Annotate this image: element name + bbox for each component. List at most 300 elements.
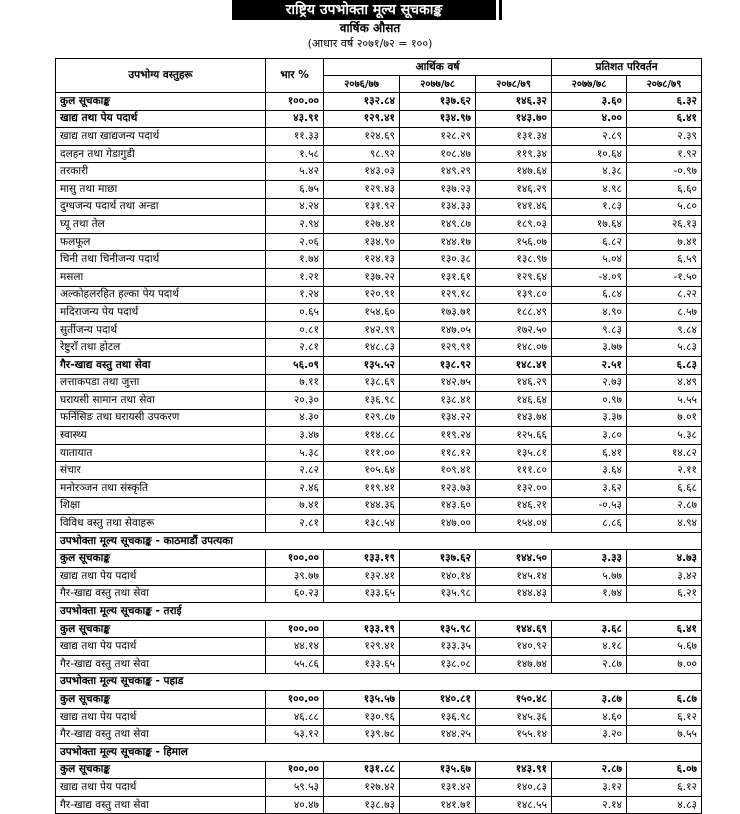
change-2077-78: ३.६० [552, 93, 627, 111]
table-row [56, 427, 702, 445]
table-row [56, 568, 702, 586]
value-2077-78: १०९.४१ [400, 462, 476, 480]
table-row [56, 620, 702, 638]
value-2078-79: १३५.८१ [476, 444, 552, 462]
weight: ५३.१२ [266, 726, 324, 744]
value-2076-77: १३८.५४ [324, 515, 400, 533]
change-2077-78: ४.६० [552, 708, 627, 726]
section-title: उपभोक्ता मूल्य सूचकाङ्क - हिमाल [56, 743, 702, 761]
change-2077-78: ३.२० [552, 726, 627, 744]
table-row [56, 339, 702, 357]
weight: ४६.८८ [266, 708, 324, 726]
section-title: उपभोक्ता मूल्य सूचकाङ्क - तराई [56, 603, 702, 621]
header-year-2: २०७७/७८ [400, 76, 476, 93]
change-2078-79: ५.६७ [627, 638, 702, 656]
value-2076-77: १३१.९२ [324, 198, 400, 216]
change-2077-78: ३.६४ [552, 462, 627, 480]
table-row [56, 708, 702, 726]
change-2077-78: ४.१८ [552, 638, 627, 656]
value-2078-79: १४४.६९ [476, 620, 552, 638]
value-2077-78: १३४.९७ [400, 110, 476, 128]
weight: २०.३० [266, 392, 324, 410]
change-2077-78: ४.९० [552, 304, 627, 322]
change-2077-78: २.५१ [552, 356, 627, 374]
change-2078-79: ७.५५ [627, 726, 702, 744]
item-name: कुल सूचकाङ्क [56, 691, 266, 709]
table-row [56, 392, 702, 410]
value-2078-79: १४८.४१ [476, 356, 552, 374]
item-name: मनोरञ्जन तथा संस्कृति [56, 480, 266, 498]
value-2077-78: १३१.६१ [400, 268, 476, 286]
change-2078-79: २.११ [627, 462, 702, 480]
weight: ०.६५ [266, 304, 324, 322]
table-row [56, 321, 702, 339]
item-name: खाद्य तथा पेय पदार्थ [56, 708, 266, 726]
change-2078-79: -१.५० [627, 268, 702, 286]
weight: ४.२४ [266, 198, 324, 216]
table-row [56, 286, 702, 304]
weight: ११.३३ [266, 128, 324, 146]
change-2078-79: ५.३८ [627, 427, 702, 445]
change-2078-79: ७.०१ [627, 409, 702, 427]
weight: २.८१ [266, 339, 324, 357]
weight: ५.४२ [266, 163, 324, 181]
header-year-1: २०७६/७७ [324, 76, 400, 93]
item-name: विविध वस्तु तथा सेवाहरू [56, 515, 266, 533]
change-2078-79: ८.५७ [627, 304, 702, 322]
change-2077-78: ४.३८ [552, 163, 627, 181]
item-name: घ्यू तथा तेल [56, 216, 266, 234]
value-2078-79: १३८.९७ [476, 251, 552, 269]
table-row [56, 409, 702, 427]
item-name: चिनी तथा चिनीजन्य पदार्थ [56, 251, 266, 269]
section-header-row [56, 603, 702, 621]
value-2077-78: १४३.६० [400, 497, 476, 515]
value-2076-77: १३४.९० [324, 233, 400, 251]
value-2077-78: १०८.४७ [400, 145, 476, 163]
value-2077-78: १३५.६७ [400, 761, 476, 779]
change-2077-78: ८.८६ [552, 515, 627, 533]
value-2076-77: १२४.६९ [324, 128, 400, 146]
header-pct-change: प्रतिशत परिवर्तन [552, 59, 702, 76]
item-name: स्वास्थ्य [56, 427, 266, 445]
change-2077-78: १७.६४ [552, 216, 627, 234]
item-name: मदिराजन्य पेय पदार्थ [56, 304, 266, 322]
item-name: रेष्टुराँ तथा होटल [56, 339, 266, 357]
report-title: राष्ट्रिय उपभोक्ता मूल्य सूचकाङ्क [232, 0, 496, 20]
value-2077-78: ११९.२४ [400, 427, 476, 445]
item-name: खाद्य तथा पेय पदार्थ [56, 779, 266, 797]
item-name: फर्निसिङ तथा घरायसी उपकरण [56, 409, 266, 427]
change-2078-79: १.९२ [627, 145, 702, 163]
change-2078-79: ७.४१ [627, 233, 702, 251]
change-2077-78: २.८९ [552, 128, 627, 146]
change-2078-79: ५.८३ [627, 339, 702, 357]
table-row [56, 233, 702, 251]
value-2077-78: १३६.९८ [400, 708, 476, 726]
value-2078-79: १८९.०३ [476, 216, 552, 234]
value-2076-77: १४२.९९ [324, 321, 400, 339]
value-2078-79: १४३.७० [476, 110, 552, 128]
table-row [56, 497, 702, 515]
value-2078-79: १३९.८० [476, 286, 552, 304]
value-2078-79: १४६.६४ [476, 392, 552, 410]
value-2078-79: १३२.०० [476, 480, 552, 498]
value-2078-79: १४६.३२ [476, 93, 552, 111]
value-2076-77: १४३.०३ [324, 163, 400, 181]
table-row [56, 585, 702, 603]
weight: ३९.७७ [266, 568, 324, 586]
weight: ५६.०९ [266, 356, 324, 374]
table-row [56, 779, 702, 797]
change-2077-78: ३.३७ [552, 409, 627, 427]
value-2078-79: १४६.२९ [476, 180, 552, 198]
item-name: खाद्य तथा पेय पदार्थ [56, 638, 266, 656]
value-2076-77: १३३.१९ [324, 550, 400, 568]
value-2078-79: १८८.४९ [476, 304, 552, 322]
value-2078-79: १५४.०४ [476, 515, 552, 533]
value-2078-79: १७२.५० [476, 321, 552, 339]
change-2078-79: ६.२१ [627, 585, 702, 603]
change-2078-79: ६.१२ [627, 708, 702, 726]
weight: १.५८ [266, 145, 324, 163]
change-2078-79: ६.६० [627, 180, 702, 198]
value-2077-78: १३७.२३ [400, 180, 476, 198]
header-change-year-1: २०७७/७८ [552, 76, 627, 93]
item-name: खाद्य तथा पेय पदार्थ [56, 568, 266, 586]
value-2077-78: १२९.९१ [400, 339, 476, 357]
cpi-table [55, 58, 702, 814]
change-2078-79: ५.५५ [627, 392, 702, 410]
value-2076-77: १३७.२२ [324, 268, 400, 286]
value-2077-78: १३८.०८ [400, 656, 476, 674]
change-2078-79: ३.४२ [627, 568, 702, 586]
change-2077-78: १०.६४ [552, 145, 627, 163]
value-2078-79: १४६.२१ [476, 497, 552, 515]
value-2078-79: १४४.४३ [476, 585, 552, 603]
change-2078-79: ५.८० [627, 198, 702, 216]
weight: ४४.१४ [266, 638, 324, 656]
item-name: खाद्य तथा पेय पदार्थ [56, 110, 266, 128]
weight: ३.४७ [266, 427, 324, 445]
change-2078-79: ६.४१ [627, 110, 702, 128]
table-row [56, 145, 702, 163]
value-2076-77: १३९.७८ [324, 726, 400, 744]
table-row [56, 638, 702, 656]
table-row [56, 356, 702, 374]
change-2078-79: ६.३२ [627, 93, 702, 111]
value-2078-79: १४०.८३ [476, 779, 552, 797]
change-2078-79: २.८७ [627, 497, 702, 515]
value-2076-77: १३१.८८ [324, 761, 400, 779]
table-row [56, 550, 702, 568]
change-2078-79: ६.५९ [627, 251, 702, 269]
value-2076-77: १३०.९६ [324, 708, 400, 726]
weight: ४३.९१ [266, 110, 324, 128]
change-2077-78: ४.९८ [552, 180, 627, 198]
section-title: उपभोक्ता मूल्य सूचकाङ्क - काठमाडौं उपत्यका [56, 532, 702, 550]
weight: ५५.८६ [266, 656, 324, 674]
change-2077-78: ६.४१ [552, 444, 627, 462]
change-2077-78: ३.८० [552, 427, 627, 445]
value-2076-77: १३३.६५ [324, 656, 400, 674]
value-2077-78: १२८.२९ [400, 128, 476, 146]
item-name: कुल सूचकाङ्क [56, 761, 266, 779]
value-2076-77: ११९.४१ [324, 480, 400, 498]
section-header-row [56, 673, 702, 691]
change-2077-78: ६.८४ [552, 286, 627, 304]
change-2078-79: ८.२२ [627, 286, 702, 304]
value-2078-79: १४४.५० [476, 550, 552, 568]
value-2077-78: १४४.१७ [400, 233, 476, 251]
value-2077-78: १४१.७१ [400, 796, 476, 814]
table-row [56, 796, 702, 814]
value-2076-77: १३२.४१ [324, 568, 400, 586]
table-row [56, 216, 702, 234]
table-row [56, 480, 702, 498]
change-2077-78: २.१४ [552, 796, 627, 814]
value-2076-77: १३५.५२ [324, 356, 400, 374]
weight: १००.०० [266, 691, 324, 709]
change-2077-78: -४.०९ [552, 268, 627, 286]
change-2077-78: ३.७७ [552, 339, 627, 357]
weight: ०.८१ [266, 321, 324, 339]
value-2076-77: १३८.६९ [324, 374, 400, 392]
value-2076-77: १२९.४१ [324, 110, 400, 128]
header-annual-year: आर्थिक वर्ष [324, 59, 552, 76]
value-2076-77: १३३.६५ [324, 585, 400, 603]
report-subtitle: वार्षिक औसत [339, 21, 401, 35]
change-2077-78: -०.५३ [552, 497, 627, 515]
value-2077-78: १३८.९२ [400, 356, 476, 374]
header-year-3: २०७८/७९ [476, 76, 552, 93]
value-2077-78: १२९.१८ [400, 286, 476, 304]
value-2077-78: १३५.९८ [400, 620, 476, 638]
weight: १००.०० [266, 550, 324, 568]
value-2077-78: १४९.८७ [400, 216, 476, 234]
value-2078-79: १४७.६४ [476, 163, 552, 181]
table-row [56, 726, 702, 744]
weight: २.८१ [266, 515, 324, 533]
item-name: मसला [56, 268, 266, 286]
value-2076-77: ९८.९२ [324, 145, 400, 163]
table-row [56, 656, 702, 674]
value-2078-79: १५५.१४ [476, 726, 552, 744]
table-row [56, 93, 702, 111]
header-item: उपभोग्य वस्तुहरू [56, 59, 266, 93]
value-2076-77: १२७.४१ [324, 216, 400, 234]
value-2076-77: १५४.६० [324, 304, 400, 322]
table-row [56, 163, 702, 181]
change-2078-79: ६.४१ [627, 620, 702, 638]
weight: ६०.२३ [266, 585, 324, 603]
table-body [56, 93, 702, 814]
change-2077-78: ०.९७ [552, 392, 627, 410]
value-2078-79: १११.८० [476, 462, 552, 480]
value-2076-77: १२४.१३ [324, 251, 400, 269]
header-weight: भार % [266, 59, 324, 93]
value-2077-78: १४२.७५ [400, 374, 476, 392]
weight: १.७४ [266, 251, 324, 269]
table-row [56, 374, 702, 392]
change-2078-79: ४.८३ [627, 796, 702, 814]
table-row [56, 444, 702, 462]
value-2078-79: १४०.९२ [476, 638, 552, 656]
section-header-row [56, 743, 702, 761]
change-2077-78: ५.०४ [552, 251, 627, 269]
change-2078-79: १४.८२ [627, 444, 702, 462]
weight: ६.७५ [266, 180, 324, 198]
item-name: कुल सूचकाङ्क [56, 550, 266, 568]
change-2078-79: ७.०० [627, 656, 702, 674]
table-row [56, 691, 702, 709]
change-2077-78: ३.६८ [552, 620, 627, 638]
change-2078-79: -०.९७ [627, 163, 702, 181]
change-2077-78: १.८३ [552, 198, 627, 216]
weight: ५.३८ [266, 444, 324, 462]
value-2077-78: १३७.६२ [400, 93, 476, 111]
item-name: खाद्य तथा खाद्यजन्य पदार्थ [56, 128, 266, 146]
value-2078-79: १२५.६६ [476, 427, 552, 445]
table-row [56, 198, 702, 216]
change-2077-78: ४.०० [552, 110, 627, 128]
change-2078-79: ४.७३ [627, 550, 702, 568]
change-2077-78: २.८७ [552, 761, 627, 779]
value-2078-79: १२९.६४ [476, 268, 552, 286]
value-2077-78: १४०.८१ [400, 691, 476, 709]
table-row [56, 761, 702, 779]
change-2078-79: ६.६८ [627, 480, 702, 498]
change-2077-78: १.७४ [552, 585, 627, 603]
change-2078-79: ६.०७ [627, 761, 702, 779]
value-2077-78: १४७.०० [400, 515, 476, 533]
change-2077-78: ९.८३ [552, 321, 627, 339]
weight: २.०६ [266, 233, 324, 251]
change-2077-78: ५.७७ [552, 568, 627, 586]
weight: १००.०० [266, 620, 324, 638]
change-2078-79: ६.१२ [627, 779, 702, 797]
value-2077-78: १३५.९८ [400, 585, 476, 603]
table-row [56, 128, 702, 146]
change-2078-79: २.३९ [627, 128, 702, 146]
value-2078-79: १४३.७४ [476, 409, 552, 427]
value-2076-77: १०५.६४ [324, 462, 400, 480]
value-2078-79: ११९.३४ [476, 145, 552, 163]
value-2076-77: १२७.४२ [324, 779, 400, 797]
value-2076-77: ११४.८८ [324, 427, 400, 445]
base-year-note: (आधार वर्ष २०७१/७२ = १००) [307, 37, 433, 50]
value-2076-77: १११.०० [324, 444, 400, 462]
weight: १००.०० [266, 93, 324, 111]
value-2077-78: १४४.२५ [400, 726, 476, 744]
table-row [56, 110, 702, 128]
weight: ७.४१ [266, 497, 324, 515]
weight: ४०.४७ [266, 796, 324, 814]
value-2077-78: ११८.१२ [400, 444, 476, 462]
item-name: लत्ताकपडा तथा जुत्ता [56, 374, 266, 392]
table-row [56, 304, 702, 322]
value-2076-77: १३५.५७ [324, 691, 400, 709]
weight: ५९.५३ [266, 779, 324, 797]
table-row [56, 268, 702, 286]
value-2076-77: १२९.४१ [324, 638, 400, 656]
value-2078-79: १४३.९१ [476, 761, 552, 779]
item-name: गैर-खाद्य वस्तु तथा सेवा [56, 656, 266, 674]
item-name: मासु तथा माछा [56, 180, 266, 198]
change-2078-79: ६.८७ [627, 691, 702, 709]
value-2076-77: १३६.९८ [324, 392, 400, 410]
value-2077-78: १४९.२९ [400, 163, 476, 181]
change-2077-78: ३.६२ [552, 480, 627, 498]
value-2076-77: १३२.८४ [324, 93, 400, 111]
item-name: शिक्षा [56, 497, 266, 515]
weight: ४.३० [266, 409, 324, 427]
item-name: फलफूल [56, 233, 266, 251]
value-2076-77: १२०.९१ [324, 286, 400, 304]
value-2077-78: १३३.३५ [400, 638, 476, 656]
table-row [56, 462, 702, 480]
value-2077-78: १३४.३३ [400, 198, 476, 216]
value-2078-79: १४५.१४ [476, 568, 552, 586]
change-2077-78: २.७३ [552, 374, 627, 392]
weight: २.४६ [266, 480, 324, 498]
weight: १.२४ [266, 286, 324, 304]
change-2077-78: ६.८२ [552, 233, 627, 251]
value-2078-79: १३१.३४ [476, 128, 552, 146]
item-name: कुल सूचकाङ्क [56, 620, 266, 638]
value-2076-77: १२९.४३ [324, 180, 400, 198]
item-name: गैर-खाद्य वस्तु तथा सेवा [56, 796, 266, 814]
value-2077-78: १३८.४१ [400, 392, 476, 410]
value-2076-77: १३३.१९ [324, 620, 400, 638]
item-name: गैर-खाद्य वस्तु तथा सेवा [56, 585, 266, 603]
value-2077-78: १३१.४२ [400, 779, 476, 797]
value-2077-78: १७३.७१ [400, 304, 476, 322]
header-change-year-2: २०७८/७९ [627, 76, 702, 93]
value-2078-79: १५०.४८ [476, 691, 552, 709]
item-name: यातायात [56, 444, 266, 462]
value-2078-79: १५६.०७ [476, 233, 552, 251]
value-2077-78: १३०.३८ [400, 251, 476, 269]
item-name: गैर-खाद्य वस्तु तथा सेवा [56, 356, 266, 374]
change-2078-79: ६.८३ [627, 356, 702, 374]
item-name: तरकारी [56, 163, 266, 181]
item-name: घरायसी सामान तथा सेवा [56, 392, 266, 410]
value-2077-78: १३७.६२ [400, 550, 476, 568]
weight: १००.०० [266, 761, 324, 779]
item-name: संचार [56, 462, 266, 480]
change-2078-79: ४.४९ [627, 374, 702, 392]
item-name: गैर-खाद्य वस्तु तथा सेवा [56, 726, 266, 744]
value-2076-77: १४४.३६ [324, 497, 400, 515]
value-2078-79: १४८.५५ [476, 796, 552, 814]
item-name: दलहन तथा गेडागुडी [56, 145, 266, 163]
weight: १.२१ [266, 268, 324, 286]
item-name: दुग्धजन्य पदार्थ तथा अन्डा [56, 198, 266, 216]
change-2078-79: ९.८४ [627, 321, 702, 339]
item-name: अल्कोहलरहित हल्का पेय पदार्थ [56, 286, 266, 304]
change-2077-78: ३.३३ [552, 550, 627, 568]
item-name: सुर्तीजन्य पदार्थ [56, 321, 266, 339]
value-2077-78: १४७.०५ [400, 321, 476, 339]
change-2078-79: ४.९४ [627, 515, 702, 533]
value-2078-79: १४१.४६ [476, 198, 552, 216]
value-2077-78: १३४.२२ [400, 409, 476, 427]
change-2077-78: २.८७ [552, 656, 627, 674]
weight: २.८२ [266, 462, 324, 480]
value-2077-78: १२३.७३ [400, 480, 476, 498]
section-header-row [56, 532, 702, 550]
